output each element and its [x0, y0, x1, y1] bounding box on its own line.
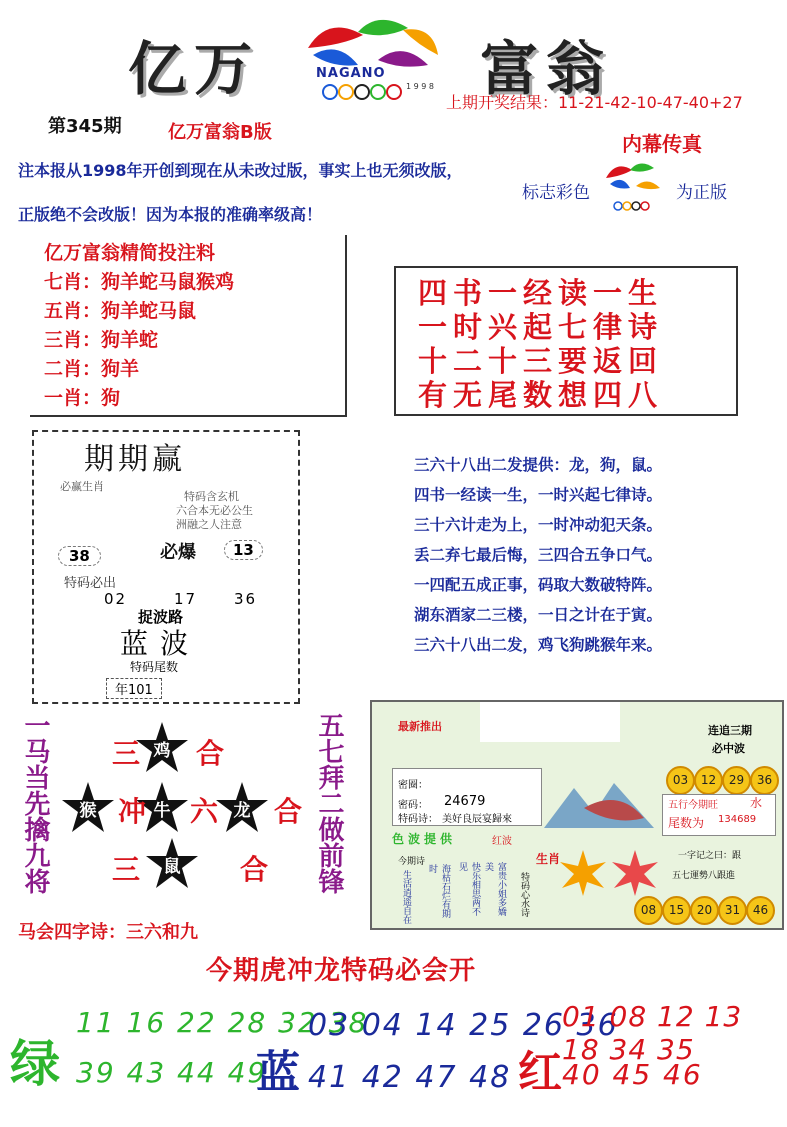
wuxing-label: 五行今期旺 — [668, 800, 718, 811]
green-label: 绿 — [10, 1035, 60, 1093]
title-right: 富翁 — [480, 35, 613, 103]
ad-col: 快乐相思两不见 — [457, 862, 480, 916]
ad-title-blurred — [480, 702, 620, 742]
mark-left: 标志彩色 — [522, 183, 590, 203]
star-char: 合 — [274, 795, 303, 828]
ad-poem-label: 特码诗： — [398, 814, 438, 825]
star-label-hou: 猴 — [79, 801, 97, 821]
bottom-ball: 15 — [662, 896, 691, 925]
blue-poem-line: 三六十八出二发，鸡飞狗跳猴年来。 — [414, 636, 663, 654]
ad-col: 海枯石烂有期时 — [427, 864, 450, 918]
star-label-shu: 鼠 — [163, 857, 181, 877]
star-char: 三 — [112, 853, 141, 886]
scan-t1: 必赢生肖 — [60, 480, 104, 493]
notice-line2: 正版绝不会改版！因为本报的准确率级高！ — [18, 205, 323, 224]
scan-title: 期期赢 — [84, 442, 186, 477]
blue-row1: 03 04 14 25 26 36 — [308, 1008, 619, 1043]
poem-line: 四书一经读一生 — [418, 276, 664, 310]
zodiac-title: 亿万富翁精简投注料 — [44, 242, 216, 264]
wuxing-value: 水 — [750, 796, 763, 810]
bottom-ball: 46 — [746, 896, 775, 925]
ad-picture — [544, 768, 654, 838]
blue-poem-line: 三十六计走为上，一时冲动犯天条。 — [414, 516, 663, 534]
right-vertical-text — [312, 708, 352, 898]
top-ball: 29 — [722, 766, 751, 795]
blue-poem-line: 三六十八出二发提供：龙，狗，鼠。 — [414, 456, 663, 474]
green-row1: 11 16 22 28 32 38 — [76, 1006, 369, 1039]
ad-col: 生活逍遥自在 — [401, 870, 411, 924]
ad-col: 特码心水诗 — [519, 872, 529, 917]
top-ball: 12 — [694, 766, 723, 795]
wuyun-label: 五七運勢八跟進 — [672, 871, 736, 881]
scan-n38: 38 — [58, 546, 101, 566]
blue-poem-line: 四书一经读一生，一时兴起七律诗。 — [414, 486, 663, 504]
scan-t4: 洲融之人注意 — [176, 518, 242, 531]
star-char: 冲 — [118, 795, 147, 828]
shengxiao-label: 生肖 — [536, 852, 561, 866]
colorwave-label: 色波提供 — [392, 832, 457, 846]
horse-poem: 马会四字诗：三六和九 — [18, 922, 198, 943]
right-vertical-chars: 五七拜二做前锋 — [314, 712, 344, 894]
scan-bao: 必爆 — [160, 542, 196, 563]
scan-t2: 特码含玄机 — [184, 490, 239, 503]
scan-bo: 蓝波 — [120, 627, 201, 660]
star-char: 合 — [196, 737, 225, 770]
blue-poem-line: 一四配五成正事，码取大数破特阵。 — [414, 576, 663, 594]
fax-label: 内幕传真 — [622, 132, 702, 156]
ad-bi: 必中波 — [712, 742, 745, 755]
red-label: 红 — [518, 1047, 562, 1098]
ad-code: 24679 — [444, 794, 486, 809]
blue-row2: 41 42 47 48 — [308, 1060, 512, 1095]
star-char: 三 — [112, 737, 141, 770]
zodiac-row: 七肖：狗羊蛇马鼠猴鸡 — [44, 271, 235, 293]
tail-label: 尾数为 — [668, 816, 705, 830]
scan-num: 17 — [174, 590, 198, 608]
burst-icon — [560, 850, 606, 896]
star-label-long: 龙 — [233, 801, 251, 821]
left-vertical-chars: 一马当先擒九将 — [20, 712, 50, 894]
scan-num: 36 — [234, 590, 258, 608]
logo-text: NAGANO — [316, 66, 386, 81]
scan-num: 02 — [104, 590, 128, 608]
colorwave-value: 红波 — [492, 836, 512, 847]
star-label-niu: 牛 — [153, 801, 171, 821]
ad-box — [370, 700, 784, 930]
ad-new: 最新推出 — [398, 720, 442, 733]
bottom-ball: 08 — [634, 896, 663, 925]
poem-line: 十二十三要返回 — [418, 344, 664, 378]
blue-poem-line: 丢二弃七最后悔，三四合五争口气。 — [414, 546, 663, 564]
scan-tail: 特码尾数 — [130, 660, 179, 674]
yizi-label: 一字记之曰：跟 — [678, 851, 742, 861]
bottom-ball: 20 — [690, 896, 719, 925]
red-row1: 01 08 12 13 18 34 35 — [562, 1000, 743, 1066]
title-left: 亿万 — [128, 35, 261, 103]
green-row2: 39 43 44 49 — [76, 1056, 268, 1089]
scan-t3: 六合本无必公生 — [176, 504, 253, 517]
scan-year: 年101 — [106, 678, 162, 699]
ad-lian: 连追三期 — [708, 724, 752, 737]
star-char: 六 — [190, 795, 219, 828]
zodiac-row: 一肖：狗 — [44, 387, 121, 409]
poem-line: 一时兴起七律诗 — [418, 310, 664, 344]
star-label-ji: 鸡 — [153, 741, 171, 761]
ad-poem: 美好良辰宴歸來 — [442, 814, 512, 825]
last-result: 上期开奖结果：11-21-42-10-47-40+27 — [446, 93, 743, 112]
tail-value: 134689 — [718, 814, 757, 825]
red-row2: 40 45 46 — [562, 1058, 703, 1091]
ad-col: 富贵小姐多嬌美 — [483, 862, 506, 916]
zodiac-row: 二肖：狗羊 — [44, 358, 140, 380]
today-label: 今期诗 — [398, 857, 426, 867]
edition-label: 亿万富翁B版 — [168, 122, 272, 143]
logo-year: 1 9 9 8 — [406, 82, 434, 91]
ad-code-label: 密码： — [398, 800, 428, 811]
poem-line: 有无尾数想四八 — [418, 378, 664, 412]
burst-icon-2 — [612, 850, 658, 896]
scan-n13: 13 — [224, 540, 263, 560]
mark-right: 为正版 — [676, 183, 727, 203]
blue-poem-line: 湖东酒家二三楼，一日之计在于寅。 — [414, 606, 663, 624]
top-ball: 03 — [666, 766, 695, 795]
star-char: 合 — [240, 853, 269, 886]
ad-mi: 密圈： — [398, 780, 428, 791]
scan-lu: 捉波路 — [138, 608, 184, 626]
zodiac-row: 三肖：狗羊蛇 — [44, 329, 159, 351]
notice-line1: 注本报从1998年开创到现在从未改过版，事实上也无须改版， — [18, 161, 463, 180]
zodiac-row: 五肖：狗羊蛇马鼠 — [44, 300, 197, 322]
headline: 今期虎冲龙特码必会开 — [206, 956, 477, 986]
issue-number: 第345期 — [48, 116, 122, 137]
blue-label: 蓝 — [256, 1047, 300, 1098]
top-ball: 36 — [750, 766, 779, 795]
bottom-ball: 31 — [718, 896, 747, 925]
scan-tm: 特码必出 — [64, 576, 117, 591]
